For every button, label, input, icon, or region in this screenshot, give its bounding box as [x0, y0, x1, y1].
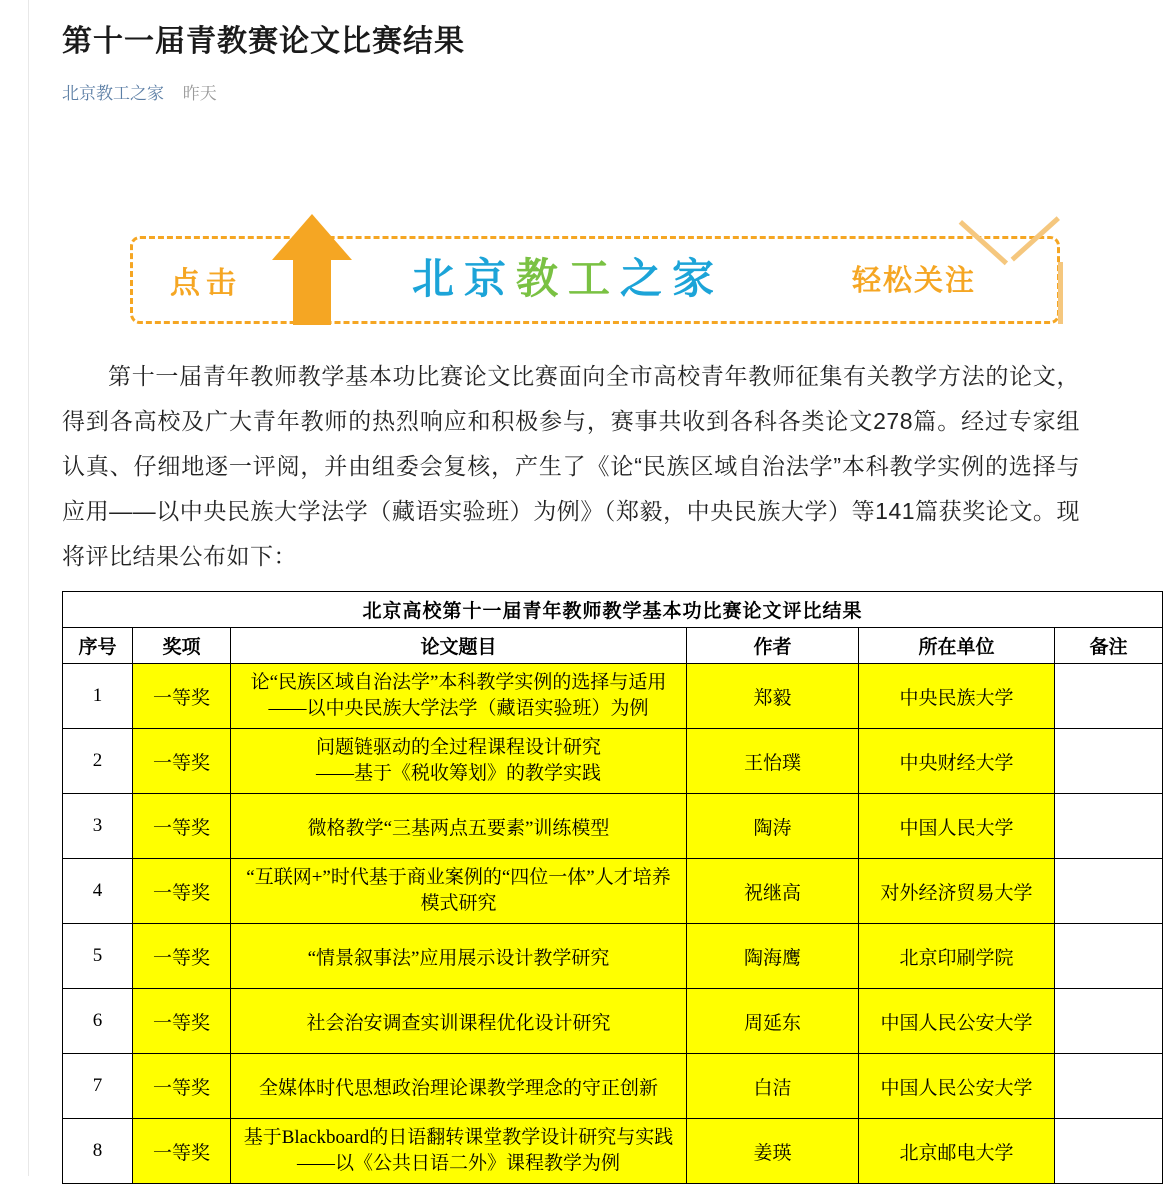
table-header-row — [63, 628, 1163, 664]
cell-paper: 微格教学“三基两点五要素”训练模型 — [231, 794, 687, 859]
table-caption-row — [63, 592, 1163, 628]
cell-no: 2 — [63, 729, 133, 794]
banner-brand-part1: 北京 — [412, 255, 517, 302]
cell-award: 一等奖 — [133, 989, 231, 1054]
cell-paper-line1: “互联网+”时代基于商业案例的“四位一体”人才培养 — [246, 867, 671, 888]
column-header-award: 奖项 — [133, 628, 231, 664]
cell-note — [1055, 729, 1163, 794]
cell-award: 一等奖 — [133, 924, 231, 989]
cell-unit: 中国人民公安大学 — [859, 989, 1055, 1054]
table-row — [63, 859, 1163, 924]
cell-paper-line1: 问题链驱动的全过程课程设计研究 — [315, 737, 601, 758]
banner-brand-part2: 教工 — [516, 255, 621, 302]
cell-note — [1055, 859, 1163, 924]
article-meta — [62, 82, 1080, 106]
cell-note — [1055, 924, 1163, 989]
table-row — [63, 989, 1163, 1054]
cell-paper — [231, 859, 687, 924]
cell-paper-line2: ——以《公共日语二外》课程教学为例 — [296, 1153, 620, 1174]
publish-time: 昨天 — [182, 84, 217, 103]
cell-author: 郑毅 — [687, 664, 859, 729]
cell-award: 一等奖 — [133, 1054, 231, 1119]
cell-author: 王怡璞 — [687, 729, 859, 794]
cell-paper — [231, 664, 687, 729]
cell-note — [1055, 664, 1163, 729]
cell-note — [1055, 794, 1163, 859]
cell-paper: 全媒体时代思想政治理论课教学理念的守正创新 — [231, 1054, 687, 1119]
cell-author: 白洁 — [687, 1054, 859, 1119]
table-row — [63, 924, 1163, 989]
table-caption: 北京高校第十一届青年教师教学基本功比赛论文评比结果 — [63, 592, 1163, 628]
banner-brand-part3: 之家 — [620, 255, 725, 302]
page-title: 第十一届青教赛论文比赛结果 — [62, 25, 465, 58]
cell-unit: 中央民族大学 — [859, 664, 1055, 729]
results-table-wrap — [62, 591, 1128, 1184]
results-table — [62, 591, 1163, 1184]
cell-paper: “情景叙事法”应用展示设计教学研究 — [231, 924, 687, 989]
cell-award: 一等奖 — [133, 729, 231, 794]
page-left-rule — [28, 0, 29, 1176]
cell-paper-line1: 基于Blackboard的日语翻转课堂教学设计研究与实践 — [243, 1127, 674, 1148]
column-header-no: 序号 — [63, 628, 133, 664]
cell-award: 一等奖 — [133, 794, 231, 859]
column-header-author: 作者 — [687, 628, 859, 664]
cell-paper-line2: 模式研究 — [420, 893, 497, 914]
cell-no: 5 — [63, 924, 133, 989]
cell-note — [1055, 1054, 1163, 1119]
cell-unit: 中国人民大学 — [859, 794, 1055, 859]
cell-author: 陶海鹰 — [687, 924, 859, 989]
table-row — [63, 1119, 1163, 1184]
cell-no: 6 — [63, 989, 133, 1054]
banner-brand — [412, 246, 724, 306]
cell-author: 周延东 — [687, 989, 859, 1054]
cell-note — [1055, 989, 1163, 1054]
column-header-paper: 论文题目 — [231, 628, 687, 664]
account-name[interactable]: 北京教工之家 — [62, 84, 164, 103]
cell-paper: 社会治安调查实训课程优化设计研究 — [231, 989, 687, 1054]
table-row — [63, 664, 1163, 729]
article-container — [62, 0, 1128, 1184]
cell-paper — [231, 1119, 687, 1184]
table-row — [63, 1054, 1163, 1119]
cell-author: 祝继高 — [687, 859, 859, 924]
column-header-unit: 所在单位 — [859, 628, 1055, 664]
cell-paper-line2: ——基于《税收筹划》的教学实践 — [315, 763, 601, 784]
cell-author: 陶涛 — [687, 794, 859, 859]
cell-unit: 中央财经大学 — [859, 729, 1055, 794]
cell-unit: 北京印刷学院 — [859, 924, 1055, 989]
cell-paper-line2: ——以中央民族大学法学（藏语实验班）为例 — [268, 698, 649, 719]
cell-unit: 中国人民公安大学 — [859, 1054, 1055, 1119]
banner-follow-label: 轻松关注 — [852, 265, 977, 297]
cell-no: 4 — [63, 859, 133, 924]
column-header-note: 备注 — [1055, 628, 1163, 664]
house-icon — [952, 220, 1072, 324]
table-row — [63, 794, 1163, 859]
cell-paper — [231, 729, 687, 794]
cell-paper-line1: 论“民族区域自治法学”本科教学实例的选择与适用 — [250, 672, 667, 693]
cell-no: 8 — [63, 1119, 133, 1184]
cell-no: 1 — [63, 664, 133, 729]
banner-click-label: 点击 — [170, 267, 242, 300]
cell-award: 一等奖 — [133, 664, 231, 729]
cell-unit: 对外经济贸易大学 — [859, 859, 1055, 924]
article-body: 第十一届青年教师教学基本功比赛论文比赛面向全市高校青年教师征集有关教学方法的论文，得到各高校及广大青年教师的热烈响应和积极参与，赛事共收到各科各类论文278篇。经过专家组认真、仔细地逐一评阅，并由组委会复核，产生了《论“民族区域自治法学”本科教学实例的选择与应用——以中央民族大学法学（藏语实验班）为例》（郑毅，中央民族大学）等141篇获奖论文。现将评比结果公布如下： — [62, 363, 1080, 569]
cell-note — [1055, 1119, 1163, 1184]
cell-no: 3 — [63, 794, 133, 859]
cell-award: 一等奖 — [133, 859, 231, 924]
cell-author: 姜瑛 — [687, 1119, 859, 1184]
cell-unit: 北京邮电大学 — [859, 1119, 1055, 1184]
cell-no: 7 — [63, 1054, 133, 1119]
promo-banner — [112, 206, 1072, 336]
cell-award: 一等奖 — [133, 1119, 231, 1184]
table-row — [63, 729, 1163, 794]
